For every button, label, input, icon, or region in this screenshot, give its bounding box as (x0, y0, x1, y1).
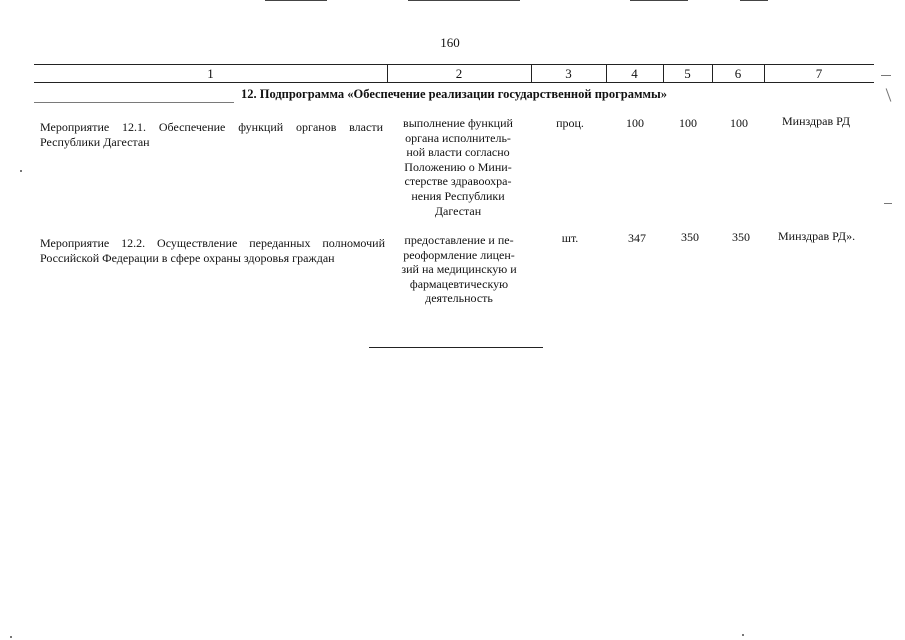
value-col4: 100 (626, 116, 644, 130)
scan-artifact-line (630, 0, 688, 1)
scan-speck (884, 203, 892, 204)
scan-artifact-line (408, 0, 520, 1)
column-number: 2 (455, 66, 463, 81)
value-col6: 100 (730, 116, 748, 130)
activity-cell: Мероприятие 12.1. Обеспечение функций органов власти Республики Дагестан (40, 120, 383, 149)
scan-speck (10, 636, 12, 638)
scan-artifact-line (265, 0, 327, 1)
activity-cell: Мероприятие 12.2. Осуществление переданных полномочий Российской Федерации в сфере охраны здоровья граждан (40, 236, 385, 265)
section-title: 12. Подпрограмма «Обеспечение реализации государственной программы» (240, 87, 668, 101)
indicator-cell: выполнение функций органа исполнитель-ной власти согласно Положению о Мини-стерстве здравоохра-нения Республики Дагестан (403, 116, 513, 218)
scan-speck (742, 634, 744, 636)
header-bottom-border (34, 82, 874, 83)
scan-speck (20, 170, 22, 172)
value-col5: 100 (679, 116, 697, 130)
value-col6: 350 (732, 230, 750, 244)
column-number: 5 (684, 66, 691, 81)
section-underline (34, 102, 234, 103)
column-number: 7 (815, 66, 823, 81)
responsible-cell: Минздрав РД (782, 114, 851, 128)
column-number: 3 (565, 66, 572, 81)
column-number: 4 (631, 66, 638, 81)
indicator-cell: предоставление и пе-реоформление лицен-зий на медицинскую и фармацевтическую деятельность (401, 233, 517, 306)
closing-rule (369, 347, 543, 348)
column-number: 1 (207, 66, 214, 81)
value-col4: 347 (628, 231, 646, 245)
unit-cell: проц. (556, 116, 584, 130)
value-col5: 350 (681, 230, 699, 244)
scan-speck (886, 88, 892, 101)
column-number: 6 (734, 66, 742, 81)
unit-cell: шт. (561, 231, 579, 245)
header-top-border (34, 64, 874, 65)
page-number: 160 (440, 35, 460, 50)
scan-speck (881, 75, 891, 76)
scan-artifact-line (740, 0, 768, 1)
responsible-cell: Минздрав РД». (778, 229, 856, 243)
